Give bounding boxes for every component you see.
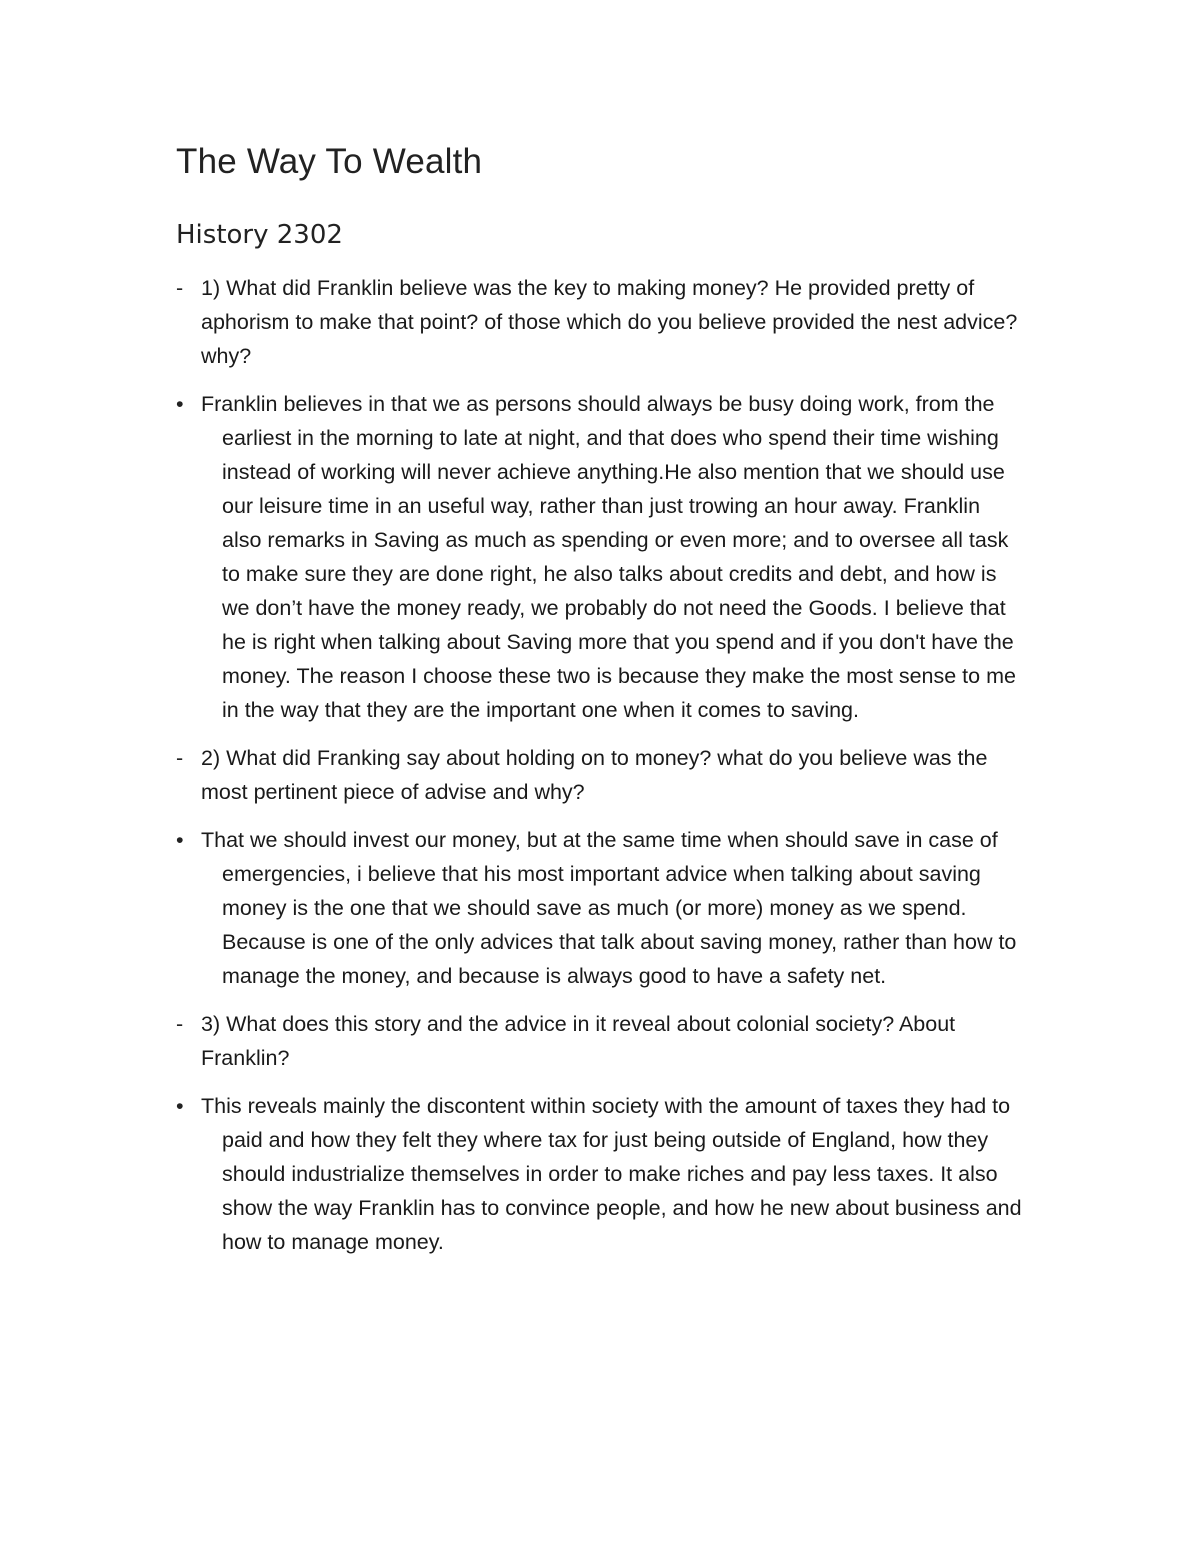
question-text: 2) What did Franking say about holding on to money? what do you believe was the most pertinent piece of advise and why?	[201, 746, 988, 804]
question-text: 3) What does this story and the advice in it reveal about colonial society? About Franklin?	[201, 1012, 956, 1070]
question-text: 1) What did Franklin believe was the key to making money? He provided pretty of aphorism to make that point? of those which do you believe provided the nest advice? why?	[201, 276, 1018, 368]
question-3	[176, 1007, 1036, 1075]
question-2	[176, 741, 1036, 809]
answer-3	[176, 1089, 1036, 1259]
document-subtitle: History 2302	[176, 220, 343, 250]
answer-bullet-marker: •	[176, 828, 184, 852]
question-1	[176, 271, 1036, 373]
question-dash-marker: -	[176, 276, 184, 300]
answer-text: Franklin believes in that we as persons should always be busy doing work, from the earliest in the morning to late at night, and that does who spend their time wishing instead of working will never achieve anything.He also mention that we should use our leisure time in an useful way, rather than just trowing an hour away. Franklin also remarks in Saving as much as spending or even more; and to oversee all task to make sure they are done right, he also talks about credits and debt, and how is we don’t have the money ready, we probably do not need the Goods. I believe that he is right when talking about Saving more that you spend and if you don't have the money. The reason I choose these two is because they make the most sense to me in the way that they are the important one when it comes to saving.	[201, 392, 1016, 722]
question-dash-marker: -	[176, 1012, 184, 1036]
answer-1	[176, 387, 1036, 727]
question-dash-marker: -	[176, 746, 184, 770]
answer-text: That we should invest our money, but at the same time when should save in case of emergencies, i believe that his most important advice when talking about saving money is the one that we should save as much (or more) money as we spend. Because is one of the only advices that talk about saving money, rather than how to manage the money, and because is always good to have a safety net.	[201, 828, 1017, 988]
document-title: The Way To Wealth	[176, 142, 483, 181]
answer-bullet-marker: •	[176, 1094, 184, 1118]
answer-text: This reveals mainly the discontent within society with the amount of taxes they had to paid and how they felt they where tax for just being outside of England, how they should industrialize themselves in order to make riches and pay less taxes. It also show the way Franklin has to convince people, and how he new about business and how to manage money.	[201, 1094, 1022, 1254]
answer-2	[176, 823, 1036, 993]
qa-list	[176, 271, 1036, 1273]
answer-bullet-marker: •	[176, 392, 184, 416]
